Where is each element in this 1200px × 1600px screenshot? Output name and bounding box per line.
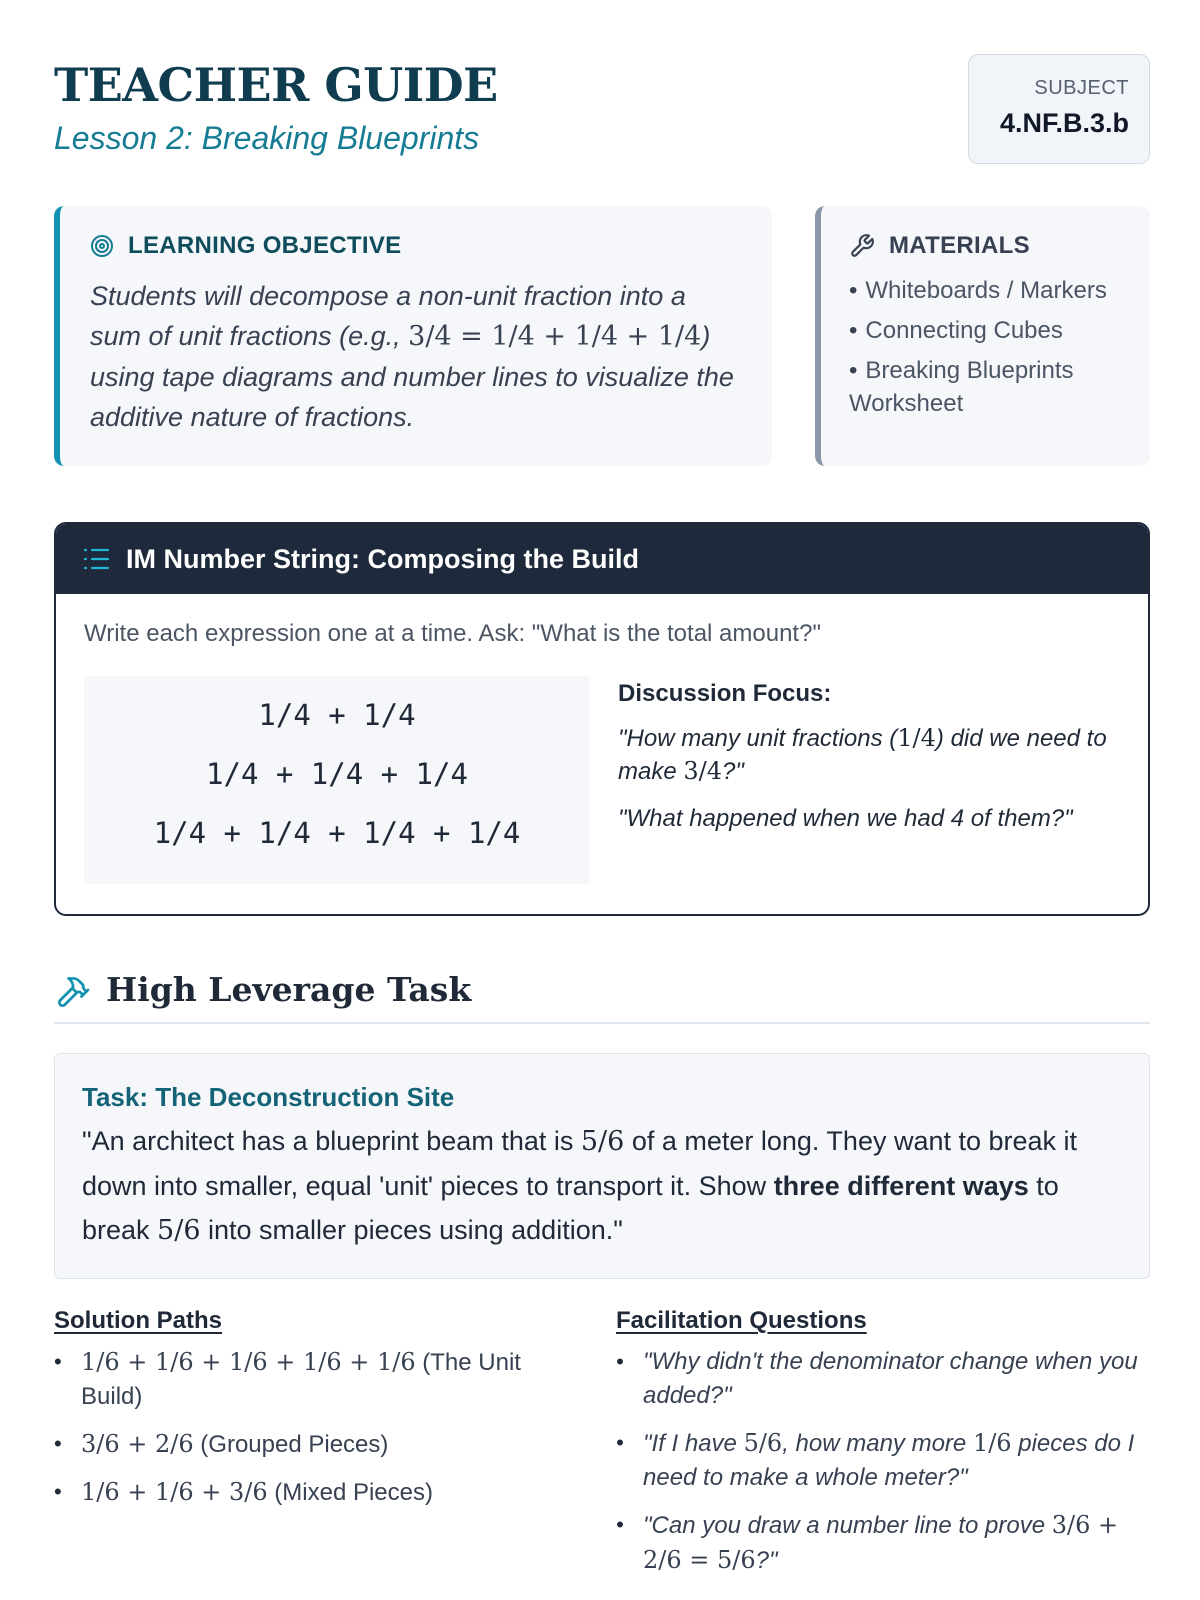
objective-text-part2: ) using tape diagrams and number lines to visualize the additive nature of fractions. (90, 321, 734, 432)
solution-item (54, 1475, 554, 1510)
objective-text-part1: Students will decompose a non-unit fraction into a sum of unit fractions (e.g., (90, 281, 686, 351)
header (54, 58, 1150, 168)
dq1-part3: ?" (721, 758, 744, 785)
solution-label: (Grouped Pieces) (193, 1431, 389, 1458)
objective-heading-label: LEARNING OBJECTIVE (128, 232, 402, 259)
teacher-guide-page (54, 0, 1150, 1600)
solution-item (54, 1345, 554, 1414)
dq1-math1: 1/4 (897, 724, 936, 752)
solution-label: (Mixed Pieces) (267, 1479, 433, 1506)
fq2-part2: , how many more (782, 1430, 973, 1457)
high-leverage-title: High Leverage Task (106, 970, 472, 1009)
subject-badge (968, 54, 1150, 164)
task-part3: to break (82, 1171, 1059, 1245)
solution-paths (54, 1307, 554, 1523)
page-title: TEACHER GUIDE (54, 58, 498, 112)
target-icon (90, 234, 114, 258)
fq2-math1: 5/6 (743, 1429, 783, 1457)
solution-math: 1/6 + 1/6 + 3/6 (81, 1478, 268, 1506)
number-string-card (54, 522, 1150, 916)
dq1-part2: ) did we need to make (618, 725, 1107, 785)
subject-label: SUBJECT (1034, 77, 1129, 99)
solution-paths-heading: Solution Paths (54, 1307, 222, 1334)
facilitation-questions (616, 1307, 1150, 1591)
solution-math: 3/6 + 2/6 (81, 1430, 194, 1458)
facilitation-item (616, 1426, 1150, 1495)
facilitation-item: • "Why didn't the denominator change when you added?" (616, 1345, 1150, 1413)
solution-item (54, 1427, 554, 1462)
objective-heading (90, 232, 742, 260)
expressions-box (84, 676, 590, 884)
fq3-part2: ?" (755, 1547, 778, 1574)
discussion-question-1 (618, 722, 1118, 788)
dq1-math2: 3/4 (683, 757, 722, 785)
fq2-part3: pieces do I need to make a whole meter?" (643, 1430, 1135, 1491)
learning-objective-card (54, 206, 772, 466)
task-part2: of a meter long. They want to break it down into smaller, equal 'unit' pieces to transport it. Show (82, 1126, 1078, 1201)
materials-card (815, 206, 1150, 466)
materials-item: • Breaking Blueprints Worksheet (849, 354, 1140, 420)
fq2-part1: "If I have (643, 1430, 744, 1457)
expression-2: 1/4 + 1/4 + 1/4 (206, 757, 468, 791)
materials-heading (849, 232, 1140, 260)
number-string-title: IM Number String: Composing the Build (126, 543, 639, 574)
task-box (54, 1053, 1150, 1279)
facilitation-list (616, 1345, 1150, 1578)
discussion-focus (618, 680, 1118, 835)
task-math1: 5/6 (580, 1126, 625, 1157)
fq3-math: 3/6 + 2/6 = 5/6 (643, 1511, 1119, 1574)
task-emphasis: three different ways (773, 1171, 1029, 1201)
facilitation-heading: Facilitation Questions (616, 1307, 867, 1334)
fq3-part1: "Can you draw a number line to prove (643, 1512, 1052, 1539)
task-title: Task: The Deconstruction Site (82, 1082, 455, 1112)
expression-1: 1/4 + 1/4 (258, 698, 416, 732)
number-string-header (56, 524, 1148, 594)
subject-code: 4.NF.B.3.b (999, 108, 1129, 138)
task-part4: into smaller pieces using addition." (200, 1215, 623, 1245)
solution-label: (The Unit Build) (81, 1349, 521, 1410)
dq1-part1: "How many unit fractions ( (618, 725, 898, 752)
materials-heading-label: MATERIALS (889, 232, 1030, 259)
high-leverage-heading (54, 970, 1150, 1024)
list-icon (82, 546, 110, 572)
fq2-math2: 1/6 (972, 1429, 1012, 1457)
task-math2: 5/6 (157, 1215, 201, 1246)
expression-3: 1/4 + 1/4 + 1/4 + 1/4 (153, 816, 521, 850)
solution-math: 1/6 + 1/6 + 1/6 + 1/6 + 1/6 (81, 1348, 416, 1376)
wrench-icon (849, 233, 875, 259)
materials-item: • Connecting Cubes (849, 314, 1140, 347)
materials-item: • Whiteboards / Markers (849, 274, 1140, 307)
materials-list (849, 274, 1140, 420)
hammer-icon (54, 974, 92, 1010)
solution-list (54, 1345, 554, 1510)
task-text (82, 1119, 1121, 1253)
objective-text (90, 276, 742, 437)
number-string-instruction: Write each expression one at a time. Ask: "What is the total amount?" (84, 620, 821, 647)
objective-math: 3/4 = 1/4 + 1/4 + 1/4 (408, 321, 702, 352)
task-part1: "An architect has a blueprint beam that is (82, 1126, 581, 1156)
discussion-heading: Discussion Focus: (618, 680, 832, 707)
lesson-subtitle: Lesson 2: Breaking Blueprints (54, 120, 480, 156)
discussion-question-2: "What happened when we had 4 of them?" (618, 805, 1073, 832)
facilitation-item (616, 1508, 1150, 1578)
